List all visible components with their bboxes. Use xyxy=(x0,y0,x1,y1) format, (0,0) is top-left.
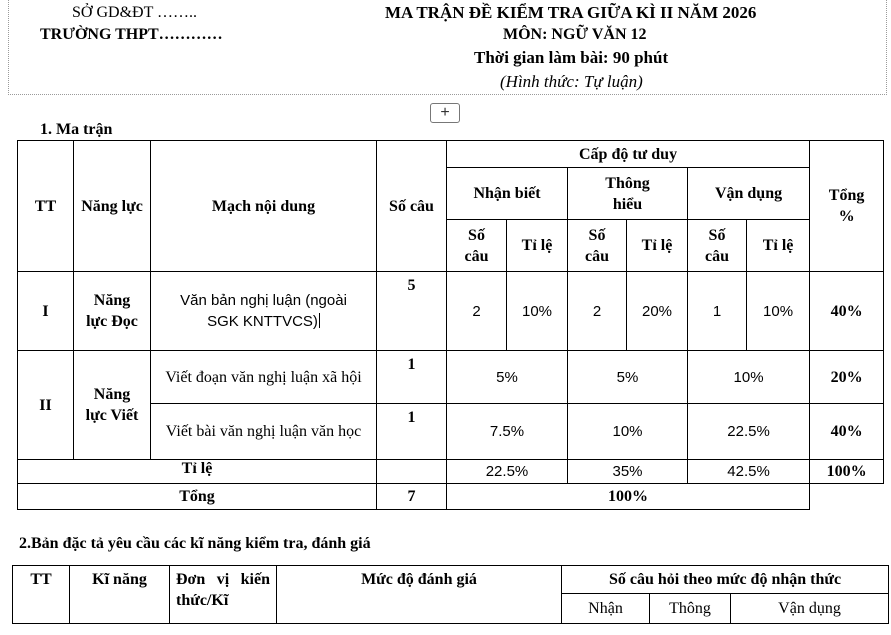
col-tong-pct: Tổng % xyxy=(810,141,884,272)
col-van-dung: Vận dụng xyxy=(688,168,810,220)
col-cap-do-tu-duy: Cấp độ tư duy xyxy=(447,141,810,168)
ti-le-tong: 100% xyxy=(810,460,884,484)
row3-tong: 40% xyxy=(810,404,884,460)
row1-so-cau: 5 xyxy=(377,272,447,351)
row1-th-tl: 20% xyxy=(627,272,688,351)
row3-th: 10% xyxy=(568,404,688,460)
text-cursor xyxy=(319,313,320,328)
row3-vd: 22.5% xyxy=(688,404,810,460)
tong-so-cau: 7 xyxy=(377,484,447,510)
spec-col-ki-nang: Kĩ năng xyxy=(70,566,170,624)
tong-label: Tổng xyxy=(18,484,377,510)
row3-mach: Viết bài văn nghị luận văn học xyxy=(151,404,377,460)
table-row xyxy=(18,351,884,404)
sub-vd-so-cau: Số câu xyxy=(688,220,747,272)
row1-mach: Văn bản nghị luận (ngoài SGK KNTTVCS) xyxy=(180,292,347,330)
row3-so-cau: 1 xyxy=(377,404,447,460)
format-line: (Hình thức: Tự luận) xyxy=(500,72,643,91)
row1-nang-luc: Năng lực Đọc xyxy=(74,272,151,351)
spec-col-van-dung: Vận dụng xyxy=(731,594,889,624)
col-tt: TT xyxy=(18,141,74,272)
col-so-cau: Số câu xyxy=(377,141,447,272)
spec-col-nhan: Nhận xyxy=(562,594,650,624)
section-1-heading: 1. Ma trận xyxy=(40,121,113,138)
col-thong-hieu: Thông hiểu xyxy=(568,168,688,220)
spec-col-so-cau-hoi: Số câu hỏi theo mức độ nhận thức xyxy=(562,566,889,594)
ti-le-vd: 42.5% xyxy=(688,460,810,484)
row2-mach: Viết đoạn văn nghị luận xã hội xyxy=(151,351,377,404)
tong-row xyxy=(18,484,884,510)
matrix-table xyxy=(17,140,884,510)
ti-le-row xyxy=(18,460,884,484)
table-row xyxy=(18,272,884,351)
sub-nb-ti-le: Tỉ lệ xyxy=(507,220,568,272)
section-2-heading: 2.Bản đặc tả yêu cầu các kĩ năng kiểm tra, đánh giá xyxy=(19,535,371,552)
sub-vd-ti-le: Tỉ lệ xyxy=(747,220,810,272)
row2-tt: II xyxy=(18,351,74,460)
spec-col-thong: Thông xyxy=(650,594,731,624)
time-line: Thời gian làm bài: 90 phút xyxy=(474,48,669,67)
row1-vd-so: 1 xyxy=(688,272,747,351)
row1-vd-tl: 10% xyxy=(747,272,810,351)
sub-th-so-cau: Số câu xyxy=(568,220,627,272)
spec-col-tt: TT xyxy=(13,566,70,624)
tong-blank xyxy=(810,484,884,510)
ti-le-label: Tỉ lệ xyxy=(18,460,377,484)
row2-so-cau: 1 xyxy=(377,351,447,404)
tong-value: 100% xyxy=(447,484,810,510)
col-nang-luc: Năng lực xyxy=(74,141,151,272)
sub-nb-so-cau: Số câu xyxy=(447,220,507,272)
subject-line: MÔN: NGỮ VĂN 12 xyxy=(503,26,647,43)
row3-nb: 7.5% xyxy=(447,404,568,460)
department-name: SỞ GD&ĐT …….. xyxy=(72,4,198,21)
row1-nb-tl: 10% xyxy=(507,272,568,351)
spec-col-don-vi: Đơn vị kiến thức/Kĩ xyxy=(170,566,277,624)
row1-th-so: 2 xyxy=(568,272,627,351)
row1-tong: 40% xyxy=(810,272,884,351)
ti-le-empty xyxy=(377,460,447,484)
school-name: TRƯỜNG THPT………… xyxy=(40,26,223,43)
sub-th-ti-le: Tỉ lệ xyxy=(627,220,688,272)
spec-col-muc-do: Mức độ đánh giá xyxy=(277,566,562,624)
row2-nb: 5% xyxy=(447,351,568,404)
row2-nang-luc: Năng lực Viết xyxy=(74,351,151,460)
ti-le-th: 35% xyxy=(568,460,688,484)
document-title: MA TRẬN ĐỀ KIỂM TRA GIỮA KÌ II NĂM 2026 xyxy=(385,3,757,22)
row2-th: 5% xyxy=(568,351,688,404)
row1-mach-cell[interactable] xyxy=(151,272,377,351)
row2-tong: 20% xyxy=(810,351,884,404)
ti-le-nb: 22.5% xyxy=(447,460,568,484)
col-mach-noi-dung: Mạch nội dung xyxy=(151,141,377,272)
row2-vd: 10% xyxy=(688,351,810,404)
row1-nb-so: 2 xyxy=(447,272,507,351)
spec-table xyxy=(12,565,889,624)
add-row-button[interactable]: + xyxy=(430,103,460,123)
row1-tt: I xyxy=(18,272,74,351)
col-nhan-biet: Nhận biết xyxy=(447,168,568,220)
